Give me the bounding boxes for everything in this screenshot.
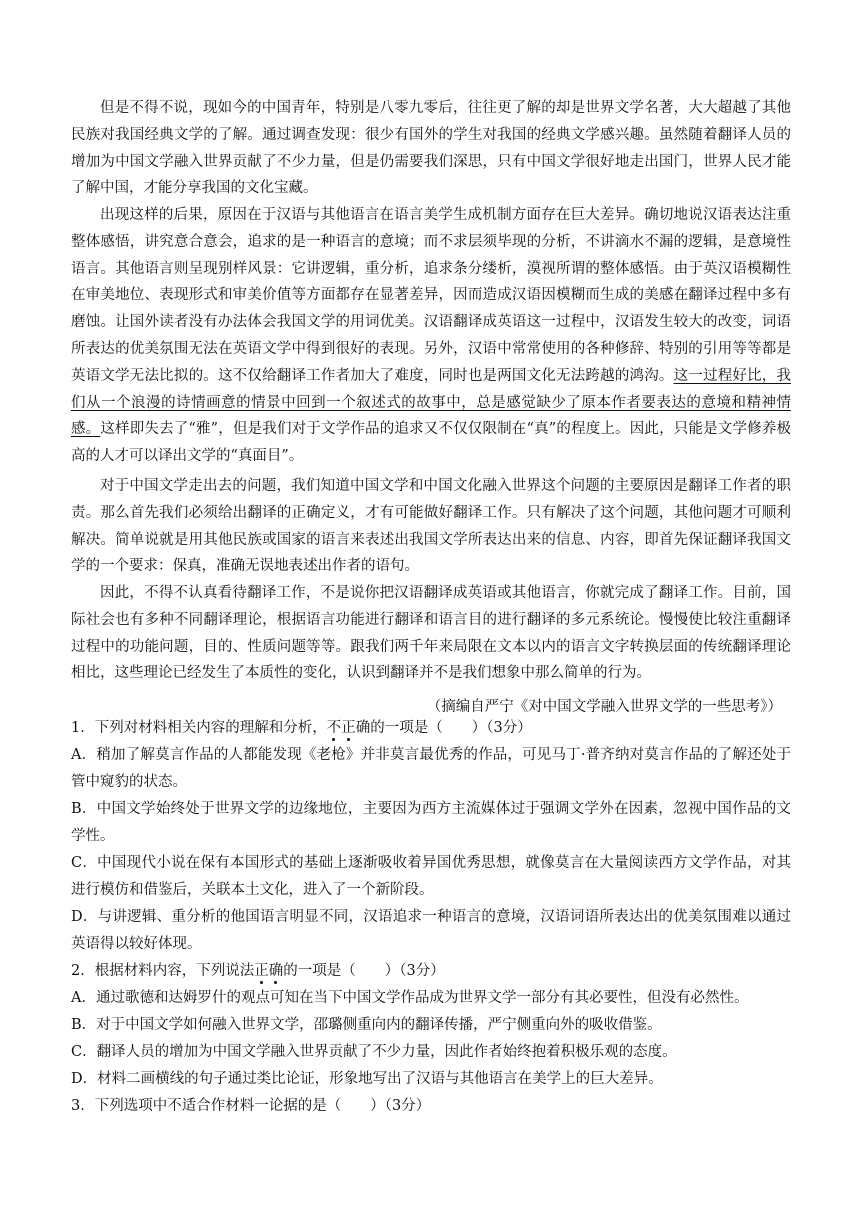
question-1-stem-text: 1．下列对材料相关内容的理解和分析， [71, 720, 327, 736]
paragraph-2-ending: 这样即失去了“雅”，但是我们对于文学作品的追求又不仅仅限制在“真”的程度上。因此，只能是文学修养极高的人才可以译出文学的“真面目”。 [71, 421, 791, 465]
emphasis-character: 确 [268, 963, 284, 979]
question-1-stem-end: 确的一项是（ ）（3分） [355, 720, 532, 736]
question-3-stem: 3．下列选项中不适合作材料一论据的是（ ）（3分） [71, 1098, 431, 1114]
underlined-sentence: 这一过程好比，我们从一个浪漫的诗情画意的情景中回到一个叙述式的故事中，总是感觉缺少了原本作者要表达的意境和精神情感。 [71, 367, 792, 438]
passage-paragraph-3: 对于中国文学走出去的问题，我们知道中国文学和中国文化融入世界这个问题的主要原因是翻译工作者的职责。那么首先我们必须给出翻译的正确定义，才有可能做好翻译工作。只有解决了这个问题，其他问题才可顺利解决。简单说就是用其他民族或国家的语言来表述出我国文学所表达出来的信息、内容，即首先保证翻译我国文学的一个要求：保真，准确无误地表述出作者的语句。 [71, 478, 791, 575]
question-2-option-a: A．通过歌德和达姆罗什的观点可知在当下中国文学作品成为世界文学一部分有其必要性，但没有必然性。 [71, 990, 749, 1006]
question-2-stem-end: 的一项是（ ）（3分） [283, 963, 445, 979]
passage-paragraph-1: 但是不得不说，现如今的中国青年，特别是八零九零后，往往更了解的却是世界文学名著，大大超越了其他民族对我国经典文学的了解。通过调查发现：很少有国外的学生对我国的经典文学感兴趣。虽然随着翻译人员的增加为中国文学融入世界贡献了不少力量，但是仍需要我们深思，只有中国文学很好地走出国门，世界人民才能了解中国，才能分享我国的文化宝藏。 [71, 100, 791, 197]
question-1-option-b: B．中国文学始终处于世界文学的边缘地位，主要因为西方主流媒体过于强调文学外在因素，忽视中国作品的文学性。 [71, 801, 791, 844]
question-1-option-a: A．稍加了解莫言作品的人都能发现《老枪》并非莫言最优秀的作品，可见马丁·普齐纳对莫言作品的了解还处于管中窥豹的状态。 [71, 747, 791, 790]
question-1-option-d: D．与讲逻辑、重分析的他国语言明显不同，汉语追求一种语言的意境，汉语词语所表达出的优美氛围难以通过英语得以较好体现。 [71, 909, 791, 952]
question-2-stem [71, 958, 791, 985]
question-2-stem-text: 2．根据材料内容，下列说法 [71, 963, 255, 979]
passage-paragraph-2 [71, 202, 791, 470]
question-2-option-d: D．材料二画横线的句子通过类比论证，形象地写出了汉语与其他语言在美学上的巨大差异。 [71, 1071, 663, 1087]
emphasis-character: 正 [341, 720, 356, 736]
question-2-option-b: B．对于中国文学如何融入世界文学，邵璐侧重向内的翻译传播，严宁侧重向外的吸收借鉴。 [71, 1017, 662, 1033]
emphasis-character: 不 [326, 720, 342, 736]
question-1-option-c: C．中国现代小说在保有本国形式的基础上逐渐吸收着异国优秀思想，就像莫言在大量阅读西方文学作品，对其进行模仿和借鉴后，关联本土文化，进入了一个新阶段。 [71, 855, 791, 898]
question-1-stem [71, 715, 791, 742]
passage-paragraph-4: 因此，不得不认真看待翻译工作，不是说你把汉语翻译成英语或其他语言，你就完成了翻译工作。目前，国际社会也有多种不同翻译理论，根据语言功能进行翻译和语言目的进行翻译的多元系统论。慢慢使比较注重翻译过程中的功能问题，目的、性质问题等等。跟我们两千年来局限在文本以内的语言文字转换层面的传统翻译理论相比，这些理论已经发生了本质性的变化，认识到翻译并不是我们想象中那么简单的行为。 [71, 585, 791, 682]
paragraph-2-text: 出现这样的后果，原因在于汉语与其他语言在语言美学生成机制方面存在巨大差异。确切地说汉语表达注重整体感悟，讲究意合意会，追求的是一种语言的意境；而不求层须毕现的分析，不讲滴水不漏的逻辑，是意境性语言。其他语言则呈现别样风景：它讲逻辑，重分析，追求条分缕析，漠视所谓的整体感悟。由于英汉语模糊性在审美地位、表现形式和审美价值等方面都存在显著差异，因而造成汉语因模糊而生成的美感在翻译过程中多有磨蚀。让国外读者没有办法体会我国文学的用词优美。汉语翻译成英语这一过程中，汉语发生较大的改变，词语所表达的优美氛围无法在英语文学中得到很好的表现。另外，汉语中常常使用的各种修辞、特别的引用等等都是英语文学无法比拟的。这不仅给翻译工作者加大了难度，同时也是两国文化无法跨越的鸿沟。 [71, 207, 791, 384]
emphasis-character: 正 [254, 963, 269, 979]
question-2-option-c: C．翻译人员的增加为中国文学融入世界贡献了不少力量，因此作者始终抱着积极乐观的态度。 [71, 1044, 677, 1060]
source-citation: （摘编自严宁《对中国文学融入世界文学的一些思考》） [426, 699, 782, 715]
